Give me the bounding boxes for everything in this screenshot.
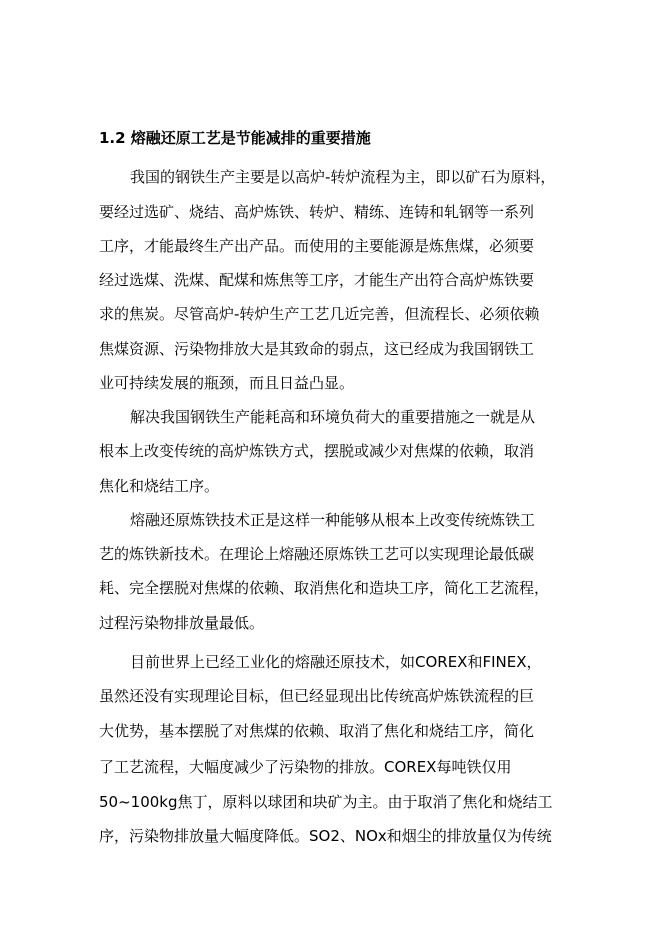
paragraph-1-line-2: 要经过选矿、烧结、高炉炼铁、转炉、精练、连铸和轧钢等一系列 [99,203,535,221]
paragraph-3-line-1: 熔融还原炼铁技术正是这样一种能够从根本上改变传统炼铁工 [130,511,536,529]
paragraph-1-line-7: 业可持续发展的瓶颈，而且日益凸显。 [99,374,355,392]
paragraph-1-line-1: 我国的钢铁生产主要是以高炉-转炉流程为主，即以矿石为原料， [130,168,556,186]
paragraph-3-line-3: 耗、完全摆脱对焦煤的依赖、取消焦化和造块工序，简化工艺流程， [99,579,550,597]
paragraph-2-line-3: 焦化和烧结工序。 [99,477,220,495]
paragraph-4-line-4: 了工艺流程，大幅度减少了污染物的排放。COREX每吨铁仅用 [99,758,512,776]
paragraph-4-line-1: 目前世界上已经工业化的熔融还原技术，如COREX和FINEX， [130,653,542,671]
paragraph-4-line-6: 序，污染物排放量大幅度降低。SO2、NOx和烟尘的排放量仅为传统 [99,827,552,845]
paragraph-1-line-6: 焦煤资源、污染物排放大是其致命的弱点，这已经成为我国钢铁工 [99,340,535,358]
section-heading: 1.2 熔融还原工艺是节能减排的重要措施 [99,129,371,147]
paragraph-3-line-4: 过程污染物排放量最低。 [99,614,265,632]
paragraph-1-line-4: 经过选煤、洗煤、配煤和炼焦等工序，才能生产出符合高炉炼铁要 [99,271,535,289]
paragraph-4-line-5: 50~100kg焦丁，原料以球团和块矿为主。由于取消了焦化和烧结工 [99,793,553,811]
paragraph-4-line-2: 虽然还没有实现理论目标，但已经显现出比传统高炉炼铁流程的巨 [99,687,535,705]
paragraph-2-line-1: 解决我国钢铁生产能耗高和环境负荷大的重要措施之一就是从 [130,408,536,426]
paragraph-4-line-3: 大优势，基本摆脱了对焦煤的依赖、取消了焦化和烧结工序，简化 [99,722,535,740]
paragraph-1-line-3: 工序，才能最终生产出产品。而使用的主要能源是炼焦煤，必须要 [99,237,535,255]
paragraph-1-line-5: 求的焦炭。尽管高炉-转炉生产工艺几近完善，但流程长、必须依赖 [99,305,540,323]
paragraph-3-line-2: 艺的炼铁新技术。在理论上熔融还原炼铁工艺可以实现理论最低碳 [99,545,535,563]
paragraph-2-line-2: 根本上改变传统的高炉炼铁方式，摆脱或减少对焦煤的依赖，取消 [99,442,535,460]
